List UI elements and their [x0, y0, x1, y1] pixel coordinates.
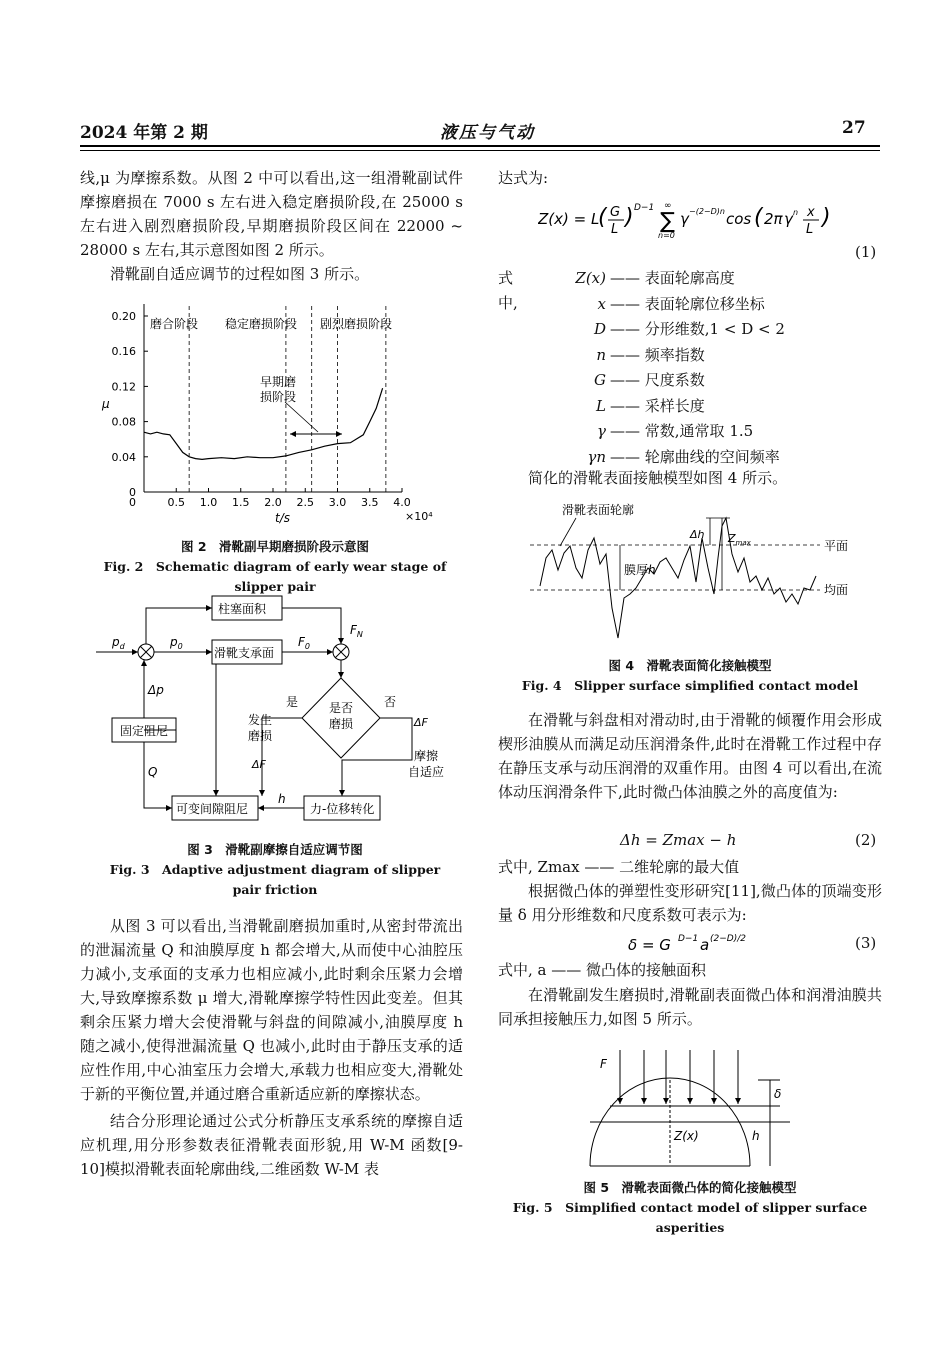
x-tick-label: 1.5	[232, 496, 250, 509]
figure-3-caption	[80, 840, 470, 900]
delta-f-right-label: ΔF	[414, 716, 428, 729]
svg-text:Z(x) = L: Z(x) = L	[538, 210, 600, 228]
figure-3-diagram	[92, 590, 462, 830]
h-label: h	[278, 792, 286, 806]
symbol-row	[498, 394, 878, 420]
x-tick-label: 2.5	[296, 496, 314, 509]
symbol-key: G	[594, 371, 606, 389]
x-axis-scale: ×10⁴	[405, 510, 433, 523]
figure-5-diagram	[580, 1040, 810, 1170]
symbol-key: Z(x)	[575, 269, 606, 287]
profile-label: 滑靴表面轮廓	[562, 503, 635, 517]
mean-label: 均面	[824, 583, 849, 597]
x-tick-label: 1.0	[199, 496, 218, 509]
svg-text:(: (	[598, 205, 607, 230]
x-tick-label: 2.0	[264, 496, 282, 509]
fig2-caption-cn: 图 2 滑靴副早期磨损阶段示意图	[180, 539, 370, 554]
symbol-row	[498, 343, 878, 369]
arrowhead-left	[290, 431, 296, 437]
decision-label-line2: 磨损	[329, 717, 354, 731]
symbol-key: D	[593, 320, 606, 338]
equation-1-number: (1)	[855, 243, 877, 261]
y-tick-label: 0	[129, 486, 136, 499]
early-wear-label-line2: 损阶段	[260, 390, 297, 404]
x-axis-label: t/s	[275, 511, 290, 525]
equation-3-number: (3)	[855, 934, 877, 952]
journal-title: 液压与气动	[440, 123, 535, 143]
header-rule-thin	[80, 150, 880, 151]
svg-text:D−1: D−1	[634, 203, 655, 213]
right-para-3-block	[498, 879, 882, 927]
symbol-desc: —— 分形维数,1 < D < 2	[606, 317, 785, 342]
yes-label: 是	[286, 695, 299, 709]
svg-text:D−1: D−1	[678, 934, 699, 944]
fig3-caption-cn: 图 3 滑靴副摩擦自适应调节图	[187, 842, 363, 857]
figure-4-diagram	[520, 498, 880, 643]
fig2-caption-en: Fig. 2 Schematic diagram of early wear stage of slipper pair	[103, 559, 447, 594]
svg-text:x: x	[807, 205, 815, 220]
svg-text:L: L	[806, 222, 814, 237]
svg-text:n=0: n=0	[658, 231, 675, 240]
svg-text:γ: γ	[680, 210, 689, 228]
svg-text:(: (	[754, 205, 763, 230]
symbol-row	[498, 266, 878, 292]
svg-text:−(2−D)n: −(2−D)n	[689, 207, 725, 216]
where-3: 式中, a —— 微凸体的接触面积	[498, 961, 707, 979]
svg-text:cos: cos	[726, 210, 752, 228]
stage-label-running-in: 磨合阶段	[150, 317, 199, 331]
fig4-intro-paragraph: 简化的滑靴表面接触模型如图 4 所示。	[528, 469, 788, 487]
right-para-4-block	[498, 983, 882, 1031]
surface-profile-curve	[540, 518, 816, 638]
right-paragraph-3: 根据微凸体的弹塑性变形研究[11],微凸体的顶端变形量 δ 用分形维数和尺度系数可表示为:	[498, 882, 882, 924]
figure-2-chart	[80, 296, 470, 528]
svg-text:∑: ∑	[660, 209, 675, 234]
piston-area-label: 柱塞面积	[218, 602, 267, 616]
y-tick-label: 0.12	[111, 380, 136, 394]
load-arrows	[620, 1050, 780, 1166]
friction-label-line2: 自适应	[408, 765, 445, 779]
right-paragraph-4: 在滑靴副发生磨损时,滑靴副表面微凸体和润滑油膜共同承担接触压力,如图 5 所示。	[498, 986, 882, 1028]
h-label-fig5: h	[752, 1129, 760, 1143]
journal-issue: 2024 年第 2 期	[80, 123, 208, 143]
svg-text:G: G	[610, 205, 621, 220]
x-tick-label: 0.5	[167, 496, 185, 509]
svg-text:L: L	[611, 222, 619, 237]
support-surface-label: 滑靴支承面	[214, 646, 275, 660]
x-tick-label: 3.0	[328, 496, 347, 509]
symbol-desc: —— 尺度系数	[606, 368, 705, 393]
x-tick-label: 4.0	[393, 496, 411, 509]
zmax-label: $Z_{max}$	[728, 532, 751, 547]
svg-text:γ: γ	[784, 210, 793, 228]
variable-damping-label: 可变间隙阻尼	[176, 802, 249, 816]
symbol-desc: —— 常数,通常取 1.5	[606, 419, 753, 444]
symbol-desc: —— 采样长度	[606, 394, 705, 419]
left-paragraph-2: 滑靴副自适应调节的过程如图 3 所示。	[110, 265, 370, 283]
dp-label: Δp	[148, 683, 164, 697]
wear-label-line2: 磨损	[248, 729, 273, 743]
svg-text:(2−D)/2: (2−D)/2	[710, 934, 746, 944]
origin-label: 0	[129, 496, 136, 509]
symbol-desc: —— 轮廓曲线的空间频率	[606, 445, 780, 470]
no-label: 否	[384, 695, 397, 709]
svg-text:): )	[625, 205, 634, 230]
equation-2: Δh = Zmax − h	[620, 831, 737, 849]
plane-label: 平面	[824, 539, 849, 553]
equation-1	[538, 200, 858, 244]
f0-label: $F_0$	[298, 635, 310, 651]
early-wear-pointer	[285, 402, 318, 432]
right-fig4-intro-block	[498, 466, 882, 490]
p0-label: $p_0$	[170, 635, 183, 651]
symbol-row	[498, 419, 878, 445]
figure-5-caption	[498, 1178, 882, 1238]
y-tick-label: 0.08	[111, 415, 136, 429]
svg-text:n: n	[793, 208, 799, 217]
arrowhead-right	[336, 431, 342, 437]
left-para-3-block	[80, 914, 463, 1181]
left-paragraph-3: 从图 3 可以看出,当滑靴副磨损加重时,从密封带流出的泄漏流量 Q 和油膜厚度 h 都会增大,从而使中心油腔压力减小,支承面的支承力也相应减小,此时剩余压紧力会增大,导致摩擦系数 μ 增大,滑靴摩擦学特性因此变差。但其剩余压紧力增大会使滑靴与斜盘的间隙减小,油膜厚度 h 随之减小,使得泄漏流量 Q 也减小,此时由于静压支承的适应性作用,中心油室压力会增大,承载力也相应变大,滑靴处于新的平衡位置,并通过磨合重新适应新的摩擦状态。	[80, 917, 463, 1103]
stage-label-severe: 剧烈磨损阶段	[320, 317, 393, 331]
figure-4-caption	[498, 656, 882, 696]
profile-pointer	[560, 518, 576, 546]
left-paragraph-1: 线,μ 为摩擦系数。从图 2 中可以看出,这一组滑靴副试件摩擦磨损在 7000 s 左右进入稳定磨损阶段,在 25000 s 左右进入剧烈磨损阶段,早期磨损阶段区间在 22000 ~ 28000 s 左右,其示意图如图 2 所示。	[80, 169, 463, 259]
symbol-key: x	[597, 294, 606, 313]
decision-label-line1: 是否	[329, 701, 354, 715]
symbol-key: L	[596, 396, 606, 415]
stage-label-stable: 稳定磨损阶段	[225, 317, 298, 331]
fig4-caption-cn: 图 4 滑靴表面简化接触模型	[608, 658, 772, 673]
svg-text:a: a	[700, 936, 710, 954]
right-paragraph-2: 在滑靴与斜盘相对滑动时,由于滑靴的倾覆作用会形成楔形油膜从而满足动压润滑条件,此时在滑靴工作过程中存在静压支承与动压润滑的双重作用。由图 4 可以看出,在流体动压润滑条件下,此时微凸体油膜之外的高度值为:	[498, 711, 882, 801]
symbol-definitions	[498, 266, 878, 470]
where-label-1: 式中,	[498, 269, 518, 312]
q-label: Q	[148, 765, 158, 779]
zx-label: Z(x)	[674, 1129, 699, 1143]
header-rule-thick	[80, 145, 880, 147]
right-intro: 达式为:	[498, 169, 549, 187]
fig5-caption-en: Fig. 5 Simplified contact model of slipper surface asperities	[512, 1200, 868, 1235]
right-para-2-block	[498, 708, 882, 804]
page-number: 27	[842, 118, 866, 138]
svg-text:2π: 2π	[764, 210, 783, 228]
left-paragraph-4: 结合分形理论通过公式分析静压支承系统的摩擦自适应机理,用分形参数表征滑靴表面形貌,用 W-M 函数[9-10]模拟滑靴表面轮廓曲线,二维函数 W-M 表	[80, 1112, 463, 1178]
symbol-key: γn	[587, 447, 606, 466]
early-wear-label-line1: 早期磨	[260, 375, 297, 389]
film-label: 膜厚h	[624, 563, 656, 577]
equation-2-number: (2)	[855, 831, 877, 849]
symbol-key: n	[596, 345, 606, 364]
left-para-1-block	[80, 166, 463, 286]
svg-text:∞: ∞	[664, 201, 672, 211]
pd-label: $p_d$	[112, 635, 125, 651]
wear-label-line1: 发生	[248, 713, 273, 727]
equation-1-render	[538, 200, 858, 240]
symbol-desc: —— 频率指数	[606, 343, 705, 368]
force-displacement-label: 力-位移转化	[310, 802, 375, 816]
fig5-caption-cn: 图 5 滑靴表面微凸体的简化接触模型	[583, 1180, 797, 1195]
x-tick-label: 3.5	[361, 496, 379, 509]
fig3-caption-en-1: Fig. 3 Adaptive adjustment diagram of slipper	[109, 862, 441, 877]
symbol-row	[498, 317, 878, 343]
symbol-key: γ	[597, 422, 606, 440]
friction-label-line1: 摩擦	[414, 749, 439, 763]
y-tick-label: 0.20	[111, 310, 136, 323]
y-tick-label: 0.16	[111, 345, 136, 359]
symbol-row	[498, 292, 878, 318]
svg-text:): )	[822, 205, 831, 230]
delta-f-left-label: ΔF	[252, 758, 266, 771]
fig4-caption-en: Fig. 4 Slipper surface simplified contact model	[521, 678, 859, 693]
where-2: 式中, Zmax —— 二维轮廓的最大值	[498, 858, 740, 876]
symbol-desc: —— 表面轮廓位移坐标	[606, 292, 765, 317]
symbol-row	[498, 368, 878, 394]
force-label: F	[600, 1057, 607, 1071]
symbol-desc: —— 表面轮廓高度	[606, 266, 735, 291]
y-tick-label: 0.04	[111, 450, 136, 464]
fn-label: $F_N$	[350, 623, 363, 639]
svg-text:δ = G: δ = G	[628, 936, 671, 954]
y-axis-label: μ	[102, 397, 110, 411]
equation-3-render	[628, 930, 768, 958]
fig3-caption-en-2: pair friction	[232, 882, 318, 897]
delta-label: δ	[774, 1087, 782, 1101]
fixed-damping-label: 固定阻尼	[120, 724, 169, 738]
figure-2-caption	[80, 537, 470, 597]
dh-label: Δh	[690, 528, 705, 541]
